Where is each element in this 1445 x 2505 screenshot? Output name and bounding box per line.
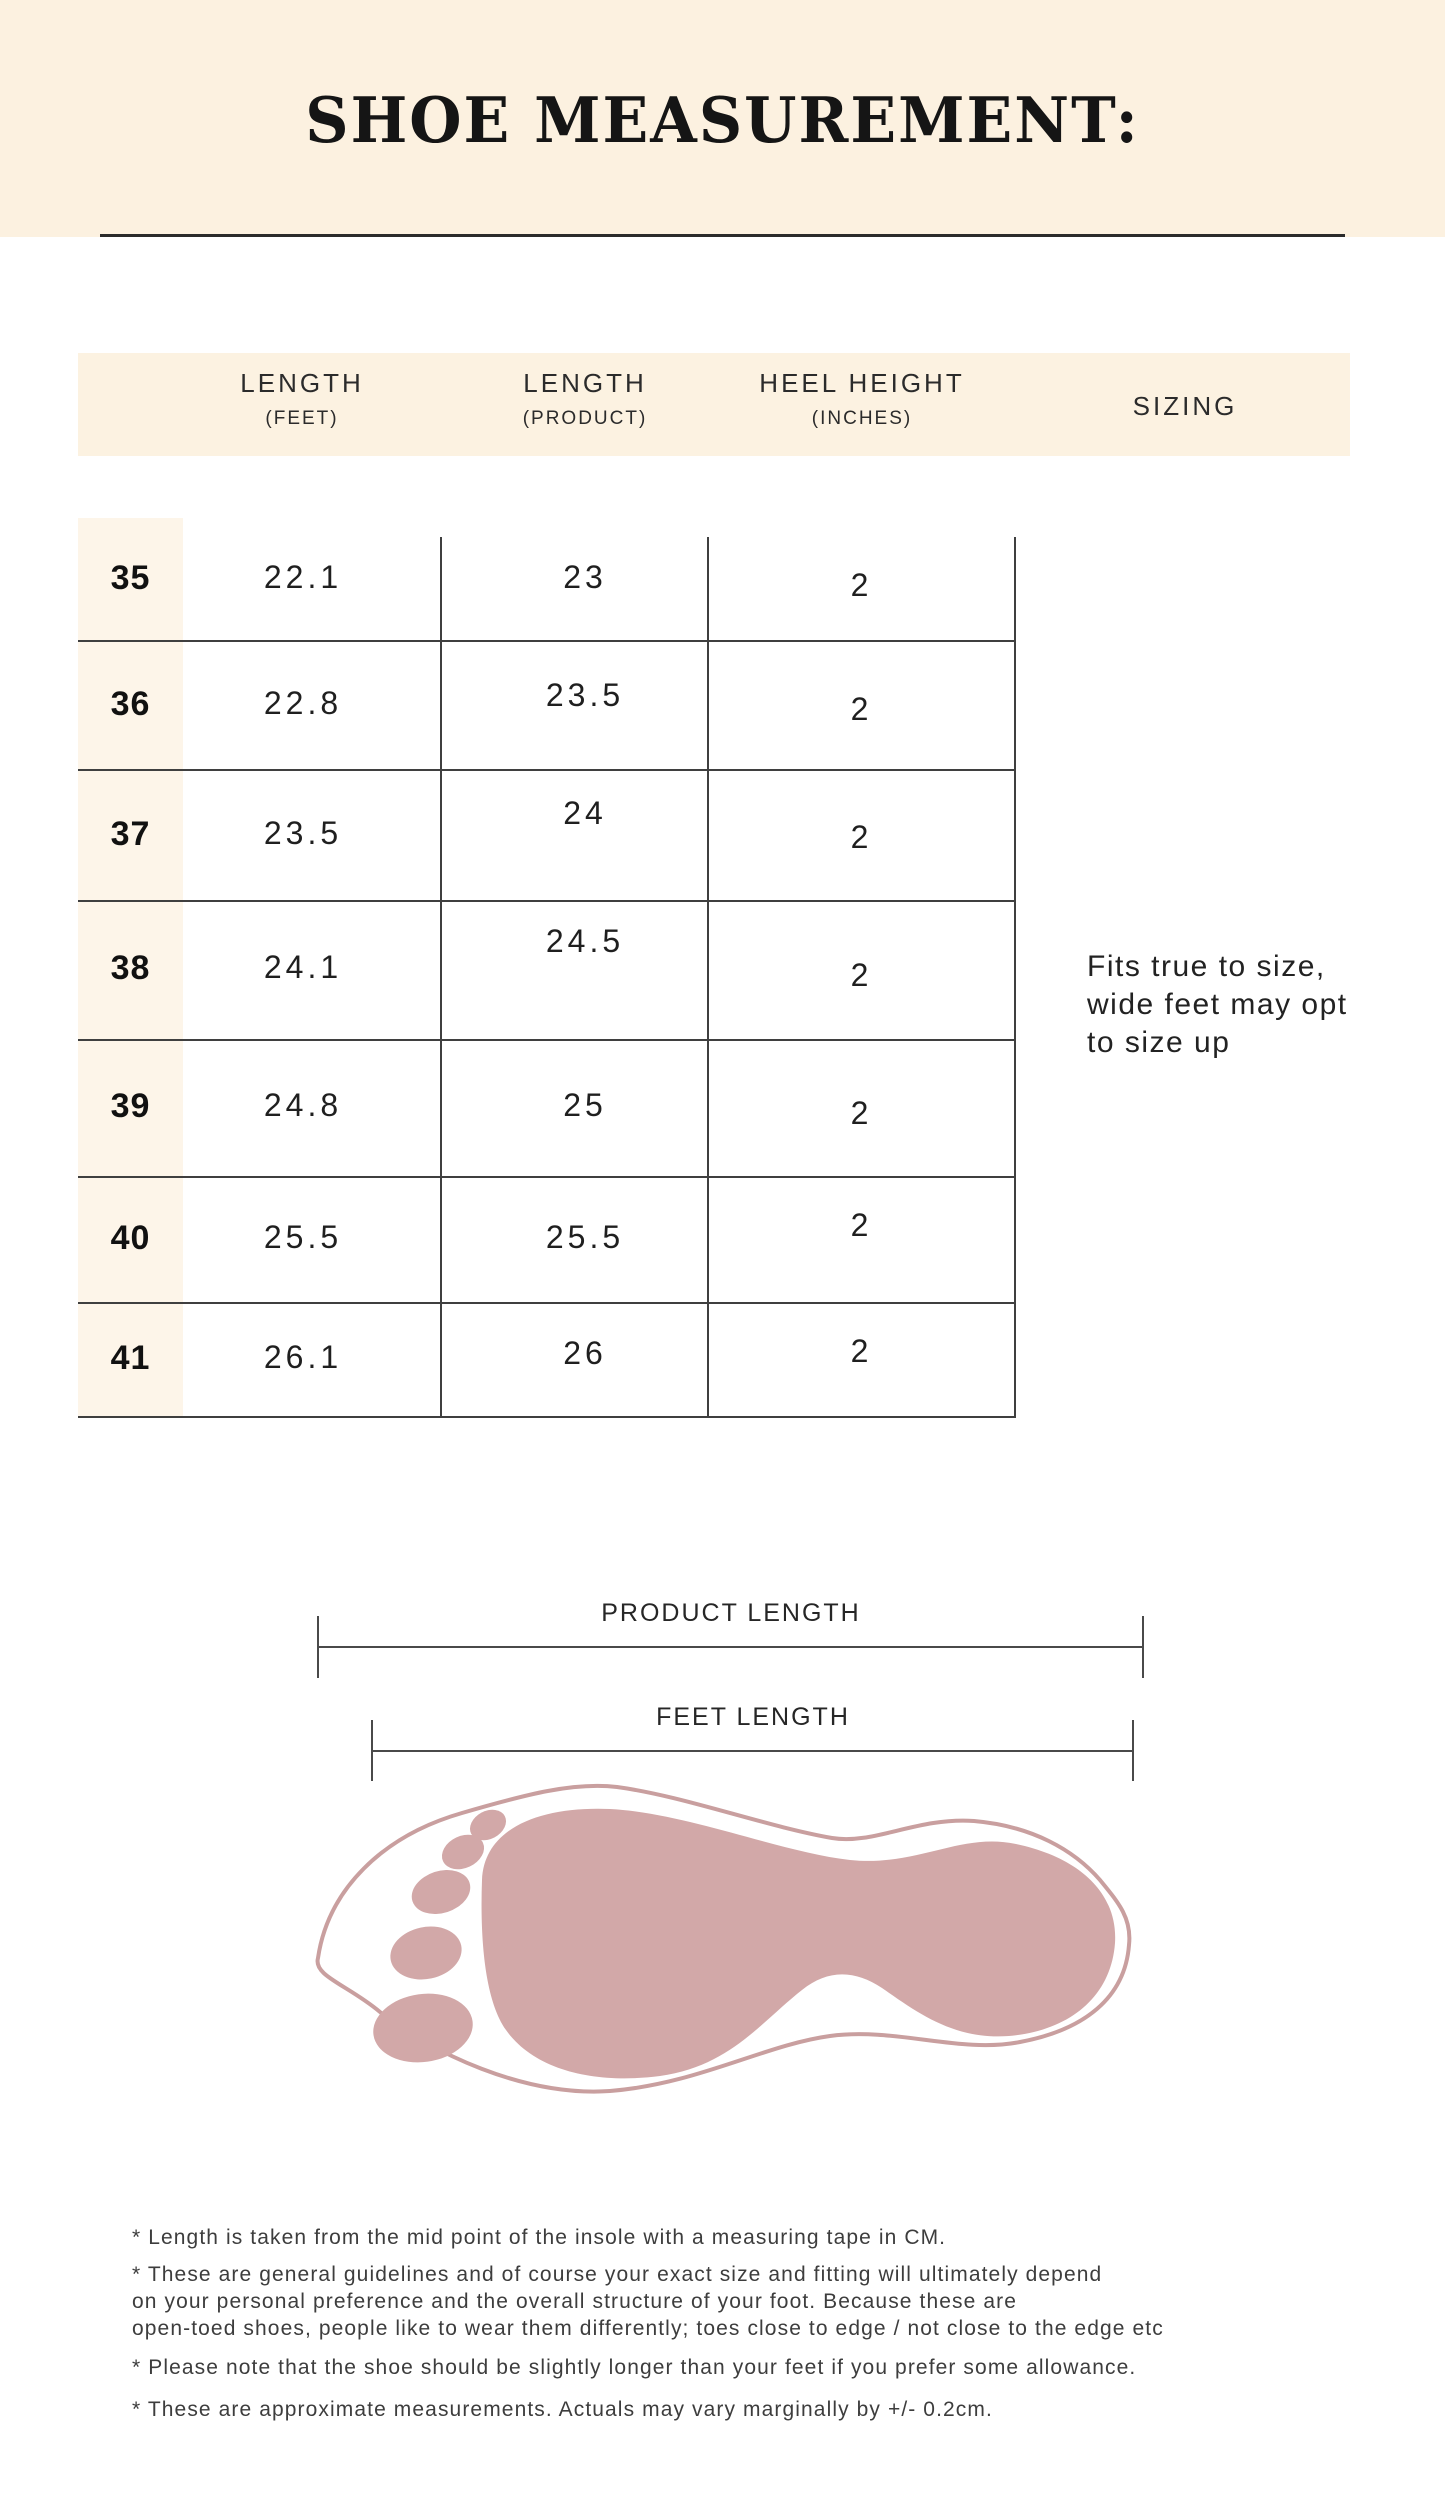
- column-header-sublabel: (FEET): [265, 408, 339, 429]
- product-length-line: [317, 1646, 1144, 1648]
- column-header-sublabel: (PRODUCT): [522, 408, 648, 429]
- size-cell: 35: [110, 559, 151, 597]
- heel-height-cell: 2: [850, 1333, 873, 1369]
- product-length-cell: 25.5: [545, 1219, 625, 1255]
- footnote-line: * Please note that the shoe should be slightly longer than your feet if you prefer some allowance.: [132, 2356, 1137, 2379]
- feet-length-cell: 26.1: [263, 1339, 343, 1375]
- footprint-illustration: [312, 1780, 1142, 2100]
- feet-length-cell: 24.1: [263, 949, 343, 985]
- feet-length-tick-right: [1132, 1720, 1134, 1781]
- table-bottom-line: [78, 1416, 1014, 1418]
- sizing-note-line: wide feet may opt: [1087, 988, 1348, 1021]
- size-cell: 40: [110, 1219, 151, 1257]
- heel-height-cell: 2: [850, 819, 873, 855]
- size-cell: 39: [110, 1087, 151, 1125]
- table-row-separator: [78, 1302, 1014, 1304]
- footnote-line: * Length is taken from the mid point of the insole with a measuring tape in CM.: [132, 2226, 947, 2249]
- heel-height-cell: 2: [850, 1207, 873, 1243]
- product-length-cell: 25: [563, 1087, 607, 1123]
- footnote-3: [132, 2354, 1422, 2381]
- feet-length-line: [371, 1750, 1134, 1752]
- heel-height-cell: 2: [850, 691, 873, 727]
- product-length-cell: 26: [563, 1335, 607, 1371]
- table-row-separator: [78, 900, 1014, 902]
- table-row-separator: [78, 769, 1014, 771]
- size-cell: 37: [110, 815, 151, 853]
- feet-length-cell: 22.8: [263, 685, 343, 721]
- heel-height-cell: 2: [850, 567, 873, 603]
- table-row-separator: [78, 1039, 1014, 1041]
- table-row-separator: [78, 640, 1014, 642]
- page-title: SHOE MEASUREMENT:: [305, 84, 1140, 158]
- column-header-length-feet: [152, 368, 452, 430]
- column-header-label: HEEL HEIGHT: [759, 368, 965, 398]
- sizing-note-line: to size up: [1087, 1026, 1231, 1059]
- footnote-4: [132, 2396, 1422, 2423]
- footnote-2: [132, 2261, 1422, 2342]
- product-length-cell: 23: [563, 559, 607, 595]
- feet-length-cell: 22.1: [263, 559, 343, 595]
- toe-second: [385, 1920, 466, 1986]
- footnote-1: [132, 2224, 1422, 2251]
- column-header-label: SIZING: [1132, 391, 1238, 421]
- column-header-length-product: [435, 368, 735, 430]
- product-length-tick-left: [317, 1616, 319, 1678]
- table-vertical-line-3: [1014, 537, 1016, 1418]
- heel-height-cell: 2: [850, 1095, 873, 1131]
- column-header-label: LENGTH: [523, 368, 647, 398]
- product-length-cell: 24: [563, 795, 607, 831]
- column-header-sizing: [1035, 391, 1335, 422]
- sizing-note-line: Fits true to size,: [1087, 950, 1326, 983]
- footnote-line: open-toed shoes, people like to wear them differently; toes close to edge / not close to the edge etc: [132, 2317, 1164, 2340]
- footnote-line: on your personal preference and the overall structure of your foot. Because these are: [132, 2290, 1017, 2313]
- size-cell: 38: [110, 949, 151, 987]
- product-length-label: PRODUCT LENGTH: [601, 1599, 861, 1627]
- feet-length-tick-left: [371, 1720, 373, 1781]
- footnote-line: * These are general guidelines and of course your exact size and fitting will ultimately depend: [132, 2263, 1103, 2286]
- banner-divider-rule: [100, 234, 1345, 237]
- size-cell: 41: [110, 1339, 151, 1377]
- column-header-sublabel: (INCHES): [811, 408, 913, 429]
- product-length-tick-right: [1142, 1616, 1144, 1678]
- sizing-note: [1087, 948, 1427, 1062]
- heel-height-cell: 2: [850, 957, 873, 993]
- product-length-cell: 24.5: [545, 923, 625, 959]
- table-vertical-line-1: [440, 537, 442, 1418]
- feet-length-cell: 25.5: [263, 1219, 343, 1255]
- table-row-separator: [78, 1176, 1014, 1178]
- foot-sole-shape: [482, 1809, 1116, 2079]
- footnote-line: * These are approximate measurements. Actuals may vary marginally by +/- 0.2cm.: [132, 2398, 993, 2421]
- feet-length-label: FEET LENGTH: [656, 1703, 850, 1731]
- product-length-cell: 23.5: [545, 677, 625, 713]
- toe-big: [369, 1987, 477, 2068]
- size-cell: 36: [110, 685, 151, 723]
- feet-length-cell: 23.5: [263, 815, 343, 851]
- toe-middle: [406, 1863, 476, 1921]
- column-header-label: LENGTH: [240, 368, 364, 398]
- column-header-heel-height: [712, 368, 1012, 430]
- feet-length-cell: 24.8: [263, 1087, 343, 1123]
